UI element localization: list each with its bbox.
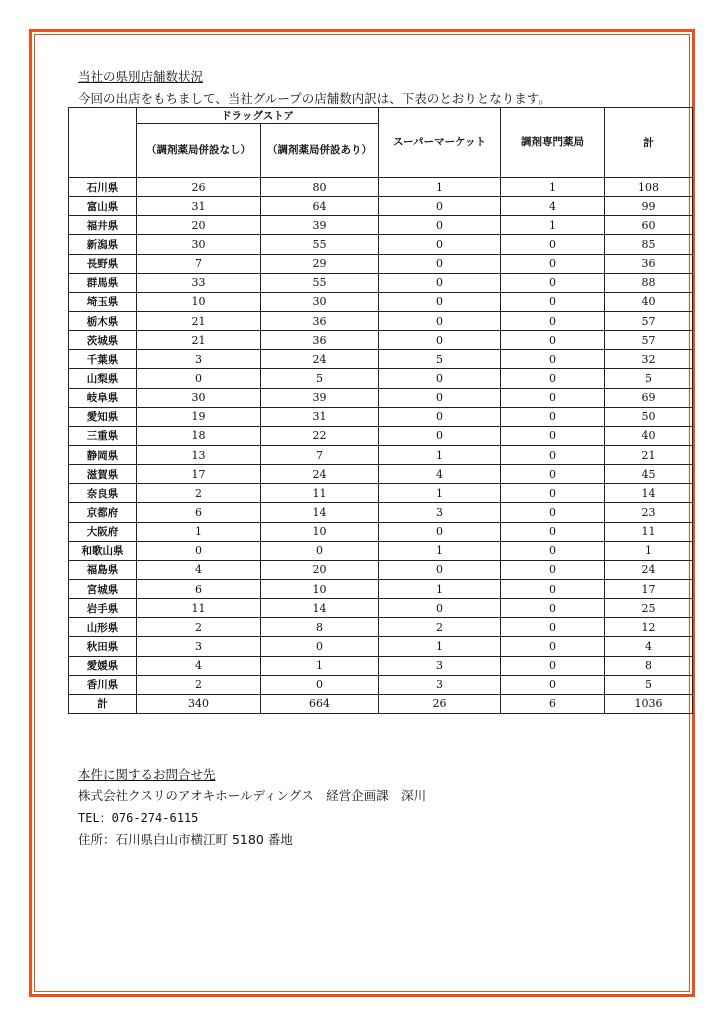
count-cell: 0 xyxy=(137,541,261,560)
pharmacy-header: 調剤専門薬局 xyxy=(501,108,605,178)
count-cell: 6 xyxy=(137,503,261,522)
document-title: 当社の県別店舗数状況 xyxy=(78,69,204,84)
count-cell: 0 xyxy=(501,675,605,694)
supermarket-header: スーパーマーケット xyxy=(379,108,501,178)
count-cell: 1 xyxy=(379,637,501,656)
count-cell: 30 xyxy=(137,235,261,254)
prefecture-cell: 埼玉県 xyxy=(69,292,137,311)
table-row xyxy=(69,465,693,484)
prefecture-cell: 福井県 xyxy=(69,216,137,235)
prefecture-header xyxy=(69,108,137,178)
count-cell: 31 xyxy=(137,197,261,216)
count-cell: 39 xyxy=(261,388,379,407)
count-cell: 0 xyxy=(501,599,605,618)
table-row xyxy=(69,426,693,445)
count-cell: 0 xyxy=(501,331,605,350)
count-cell: 4 xyxy=(379,465,501,484)
count-cell: 55 xyxy=(261,235,379,254)
count-cell: 24 xyxy=(261,465,379,484)
count-cell: 4 xyxy=(605,637,693,656)
count-cell: 1 xyxy=(137,522,261,541)
count-cell: 21 xyxy=(605,445,693,464)
prefecture-cell: 愛媛県 xyxy=(69,656,137,675)
count-cell: 60 xyxy=(605,216,693,235)
table-body xyxy=(69,178,693,695)
count-cell: 4 xyxy=(501,197,605,216)
prefecture-cell: 秋田県 xyxy=(69,637,137,656)
count-cell: 3 xyxy=(379,675,501,694)
table-row xyxy=(69,273,693,292)
count-cell: 0 xyxy=(501,388,605,407)
count-cell: 0 xyxy=(501,618,605,637)
count-cell: 2 xyxy=(137,484,261,503)
count-cell: 99 xyxy=(605,197,693,216)
count-cell: 0 xyxy=(379,407,501,426)
count-cell: 6 xyxy=(137,579,261,598)
table-row xyxy=(69,216,693,235)
total-cell: 664 xyxy=(261,694,379,713)
count-cell: 2 xyxy=(137,675,261,694)
prefecture-cell: 福島県 xyxy=(69,560,137,579)
count-cell: 10 xyxy=(261,522,379,541)
count-cell: 0 xyxy=(501,235,605,254)
table-row xyxy=(69,407,693,426)
count-cell: 0 xyxy=(501,426,605,445)
prefecture-cell: 群馬県 xyxy=(69,273,137,292)
count-cell: 32 xyxy=(605,350,693,369)
count-cell: 11 xyxy=(261,484,379,503)
count-cell: 3 xyxy=(379,503,501,522)
prefecture-cell: 千葉県 xyxy=(69,350,137,369)
prefecture-cell: 大阪府 xyxy=(69,522,137,541)
prefecture-cell: 滋賀県 xyxy=(69,465,137,484)
count-cell: 19 xyxy=(137,407,261,426)
table-row xyxy=(69,541,693,560)
count-cell: 0 xyxy=(501,254,605,273)
table-row xyxy=(69,350,693,369)
table-row xyxy=(69,599,693,618)
prefecture-cell: 香川県 xyxy=(69,675,137,694)
table-row xyxy=(69,484,693,503)
count-cell: 30 xyxy=(137,388,261,407)
count-cell: 0 xyxy=(261,675,379,694)
count-cell: 3 xyxy=(137,350,261,369)
count-cell: 0 xyxy=(379,273,501,292)
count-cell: 12 xyxy=(605,618,693,637)
table-row xyxy=(69,445,693,464)
count-cell: 40 xyxy=(605,426,693,445)
count-cell: 0 xyxy=(501,407,605,426)
count-cell: 5 xyxy=(605,369,693,388)
count-cell: 108 xyxy=(605,178,693,197)
document-subtitle: 今回の出店をもちまして、当社グループの店舗数内訳は、下表のとおりとなります。 xyxy=(78,91,551,106)
total-cell: 26 xyxy=(379,694,501,713)
count-cell: 1 xyxy=(379,445,501,464)
count-cell: 10 xyxy=(261,579,379,598)
prefecture-cell: 富山県 xyxy=(69,197,137,216)
count-cell: 25 xyxy=(605,599,693,618)
table-row xyxy=(69,637,693,656)
count-cell: 8 xyxy=(605,656,693,675)
count-cell: 4 xyxy=(137,560,261,579)
count-cell: 5 xyxy=(261,369,379,388)
count-cell: 7 xyxy=(261,445,379,464)
count-cell: 0 xyxy=(501,637,605,656)
count-cell: 88 xyxy=(605,273,693,292)
count-cell: 0 xyxy=(379,292,501,311)
table-row xyxy=(69,656,693,675)
count-cell: 0 xyxy=(379,426,501,445)
count-cell: 0 xyxy=(501,292,605,311)
count-cell: 0 xyxy=(501,445,605,464)
count-cell: 0 xyxy=(379,599,501,618)
count-cell: 23 xyxy=(605,503,693,522)
table-row xyxy=(69,388,693,407)
count-cell: 1 xyxy=(379,484,501,503)
count-cell: 0 xyxy=(501,350,605,369)
total-row xyxy=(69,694,693,713)
prefecture-cell: 愛知県 xyxy=(69,407,137,426)
count-cell: 30 xyxy=(261,292,379,311)
count-cell: 20 xyxy=(261,560,379,579)
table-row xyxy=(69,178,693,197)
count-cell: 26 xyxy=(137,178,261,197)
table-row xyxy=(69,560,693,579)
count-cell: 3 xyxy=(379,656,501,675)
table-row xyxy=(69,197,693,216)
count-cell: 50 xyxy=(605,407,693,426)
count-cell: 0 xyxy=(501,522,605,541)
prefecture-cell: 石川県 xyxy=(69,178,137,197)
prefecture-cell: 新潟県 xyxy=(69,235,137,254)
count-cell: 1 xyxy=(261,656,379,675)
count-cell: 0 xyxy=(379,560,501,579)
prefecture-cell: 和歌山県 xyxy=(69,541,137,560)
total-cell: 340 xyxy=(137,694,261,713)
count-cell: 1 xyxy=(379,579,501,598)
count-cell: 11 xyxy=(605,522,693,541)
contact-company: 株式会社クスリのアオキホールディングス 経営企画課 深川 xyxy=(78,788,427,803)
count-cell: 0 xyxy=(501,465,605,484)
prefecture-cell: 岩手県 xyxy=(69,599,137,618)
count-cell: 2 xyxy=(137,618,261,637)
count-cell: 10 xyxy=(137,292,261,311)
count-cell: 14 xyxy=(261,503,379,522)
count-cell: 69 xyxy=(605,388,693,407)
contact-address: 住所：石川県白山市横江町 5180 番地 xyxy=(78,832,293,847)
prefecture-cell: 静岡県 xyxy=(69,445,137,464)
table-row xyxy=(69,311,693,330)
prefecture-cell: 岐阜県 xyxy=(69,388,137,407)
count-cell: 7 xyxy=(137,254,261,273)
count-cell: 0 xyxy=(379,311,501,330)
count-cell: 0 xyxy=(379,254,501,273)
count-cell: 0 xyxy=(379,388,501,407)
count-cell: 0 xyxy=(261,637,379,656)
count-cell: 0 xyxy=(379,216,501,235)
count-cell: 22 xyxy=(261,426,379,445)
count-cell: 85 xyxy=(605,235,693,254)
count-cell: 57 xyxy=(605,311,693,330)
count-cell: 45 xyxy=(605,465,693,484)
count-cell: 2 xyxy=(379,618,501,637)
prefecture-cell: 山形県 xyxy=(69,618,137,637)
table-row xyxy=(69,369,693,388)
drugstore-with-pharmacy-header: （調剤薬局併設あり） xyxy=(261,124,379,178)
prefecture-cell: 長野県 xyxy=(69,254,137,273)
count-cell: 17 xyxy=(137,465,261,484)
count-cell: 80 xyxy=(261,178,379,197)
table-row xyxy=(69,254,693,273)
count-cell: 0 xyxy=(137,369,261,388)
count-cell: 40 xyxy=(605,292,693,311)
count-cell: 1 xyxy=(379,178,501,197)
count-cell: 14 xyxy=(261,599,379,618)
count-cell: 14 xyxy=(605,484,693,503)
prefecture-cell: 山梨県 xyxy=(69,369,137,388)
prefecture-cell: 栃木県 xyxy=(69,311,137,330)
count-cell: 0 xyxy=(379,369,501,388)
table-row xyxy=(69,522,693,541)
count-cell: 11 xyxy=(137,599,261,618)
count-cell: 0 xyxy=(501,560,605,579)
count-cell: 33 xyxy=(137,273,261,292)
count-cell: 55 xyxy=(261,273,379,292)
count-cell: 64 xyxy=(261,197,379,216)
prefecture-cell: 茨城県 xyxy=(69,331,137,350)
table-row xyxy=(69,235,693,254)
count-cell: 0 xyxy=(379,522,501,541)
count-cell: 4 xyxy=(137,656,261,675)
count-cell: 5 xyxy=(605,675,693,694)
count-cell: 8 xyxy=(261,618,379,637)
count-cell: 0 xyxy=(261,541,379,560)
count-cell: 0 xyxy=(379,235,501,254)
count-cell: 0 xyxy=(379,331,501,350)
table-row xyxy=(69,579,693,598)
contact-tel: TEL：076-274-6115 xyxy=(78,811,199,825)
total-cell: 1036 xyxy=(605,694,693,713)
count-cell: 36 xyxy=(605,254,693,273)
drugstore-no-pharmacy-header: （調剤薬局併設なし） xyxy=(137,124,261,178)
count-cell: 1 xyxy=(501,216,605,235)
total-cell: 6 xyxy=(501,694,605,713)
count-cell: 20 xyxy=(137,216,261,235)
count-cell: 0 xyxy=(501,484,605,503)
table-row xyxy=(69,618,693,637)
count-cell: 36 xyxy=(261,311,379,330)
total-label: 計 xyxy=(69,694,137,713)
prefecture-cell: 奈良県 xyxy=(69,484,137,503)
store-count-table xyxy=(68,107,693,714)
count-cell: 13 xyxy=(137,445,261,464)
prefecture-cell: 京都府 xyxy=(69,503,137,522)
count-cell: 21 xyxy=(137,331,261,350)
count-cell: 1 xyxy=(605,541,693,560)
contact-title: 本件に関するお問合せ先 xyxy=(78,767,216,782)
count-cell: 0 xyxy=(501,541,605,560)
count-cell: 0 xyxy=(501,503,605,522)
table-row xyxy=(69,675,693,694)
count-cell: 1 xyxy=(501,178,605,197)
total-header: 計 xyxy=(605,108,693,178)
prefecture-cell: 三重県 xyxy=(69,426,137,445)
count-cell: 39 xyxy=(261,216,379,235)
table-row xyxy=(69,292,693,311)
count-cell: 17 xyxy=(605,579,693,598)
table-row xyxy=(69,331,693,350)
table-row xyxy=(69,503,693,522)
count-cell: 0 xyxy=(501,369,605,388)
count-cell: 1 xyxy=(379,541,501,560)
count-cell: 0 xyxy=(501,656,605,675)
count-cell: 24 xyxy=(605,560,693,579)
count-cell: 36 xyxy=(261,331,379,350)
count-cell: 31 xyxy=(261,407,379,426)
count-cell: 3 xyxy=(137,637,261,656)
drugstore-group-header: ドラッグストア xyxy=(137,108,379,124)
count-cell: 0 xyxy=(501,273,605,292)
count-cell: 24 xyxy=(261,350,379,369)
count-cell: 0 xyxy=(501,311,605,330)
count-cell: 21 xyxy=(137,311,261,330)
count-cell: 29 xyxy=(261,254,379,273)
count-cell: 5 xyxy=(379,350,501,369)
count-cell: 0 xyxy=(501,579,605,598)
prefecture-cell: 宮城県 xyxy=(69,579,137,598)
count-cell: 0 xyxy=(379,197,501,216)
count-cell: 57 xyxy=(605,331,693,350)
count-cell: 18 xyxy=(137,426,261,445)
